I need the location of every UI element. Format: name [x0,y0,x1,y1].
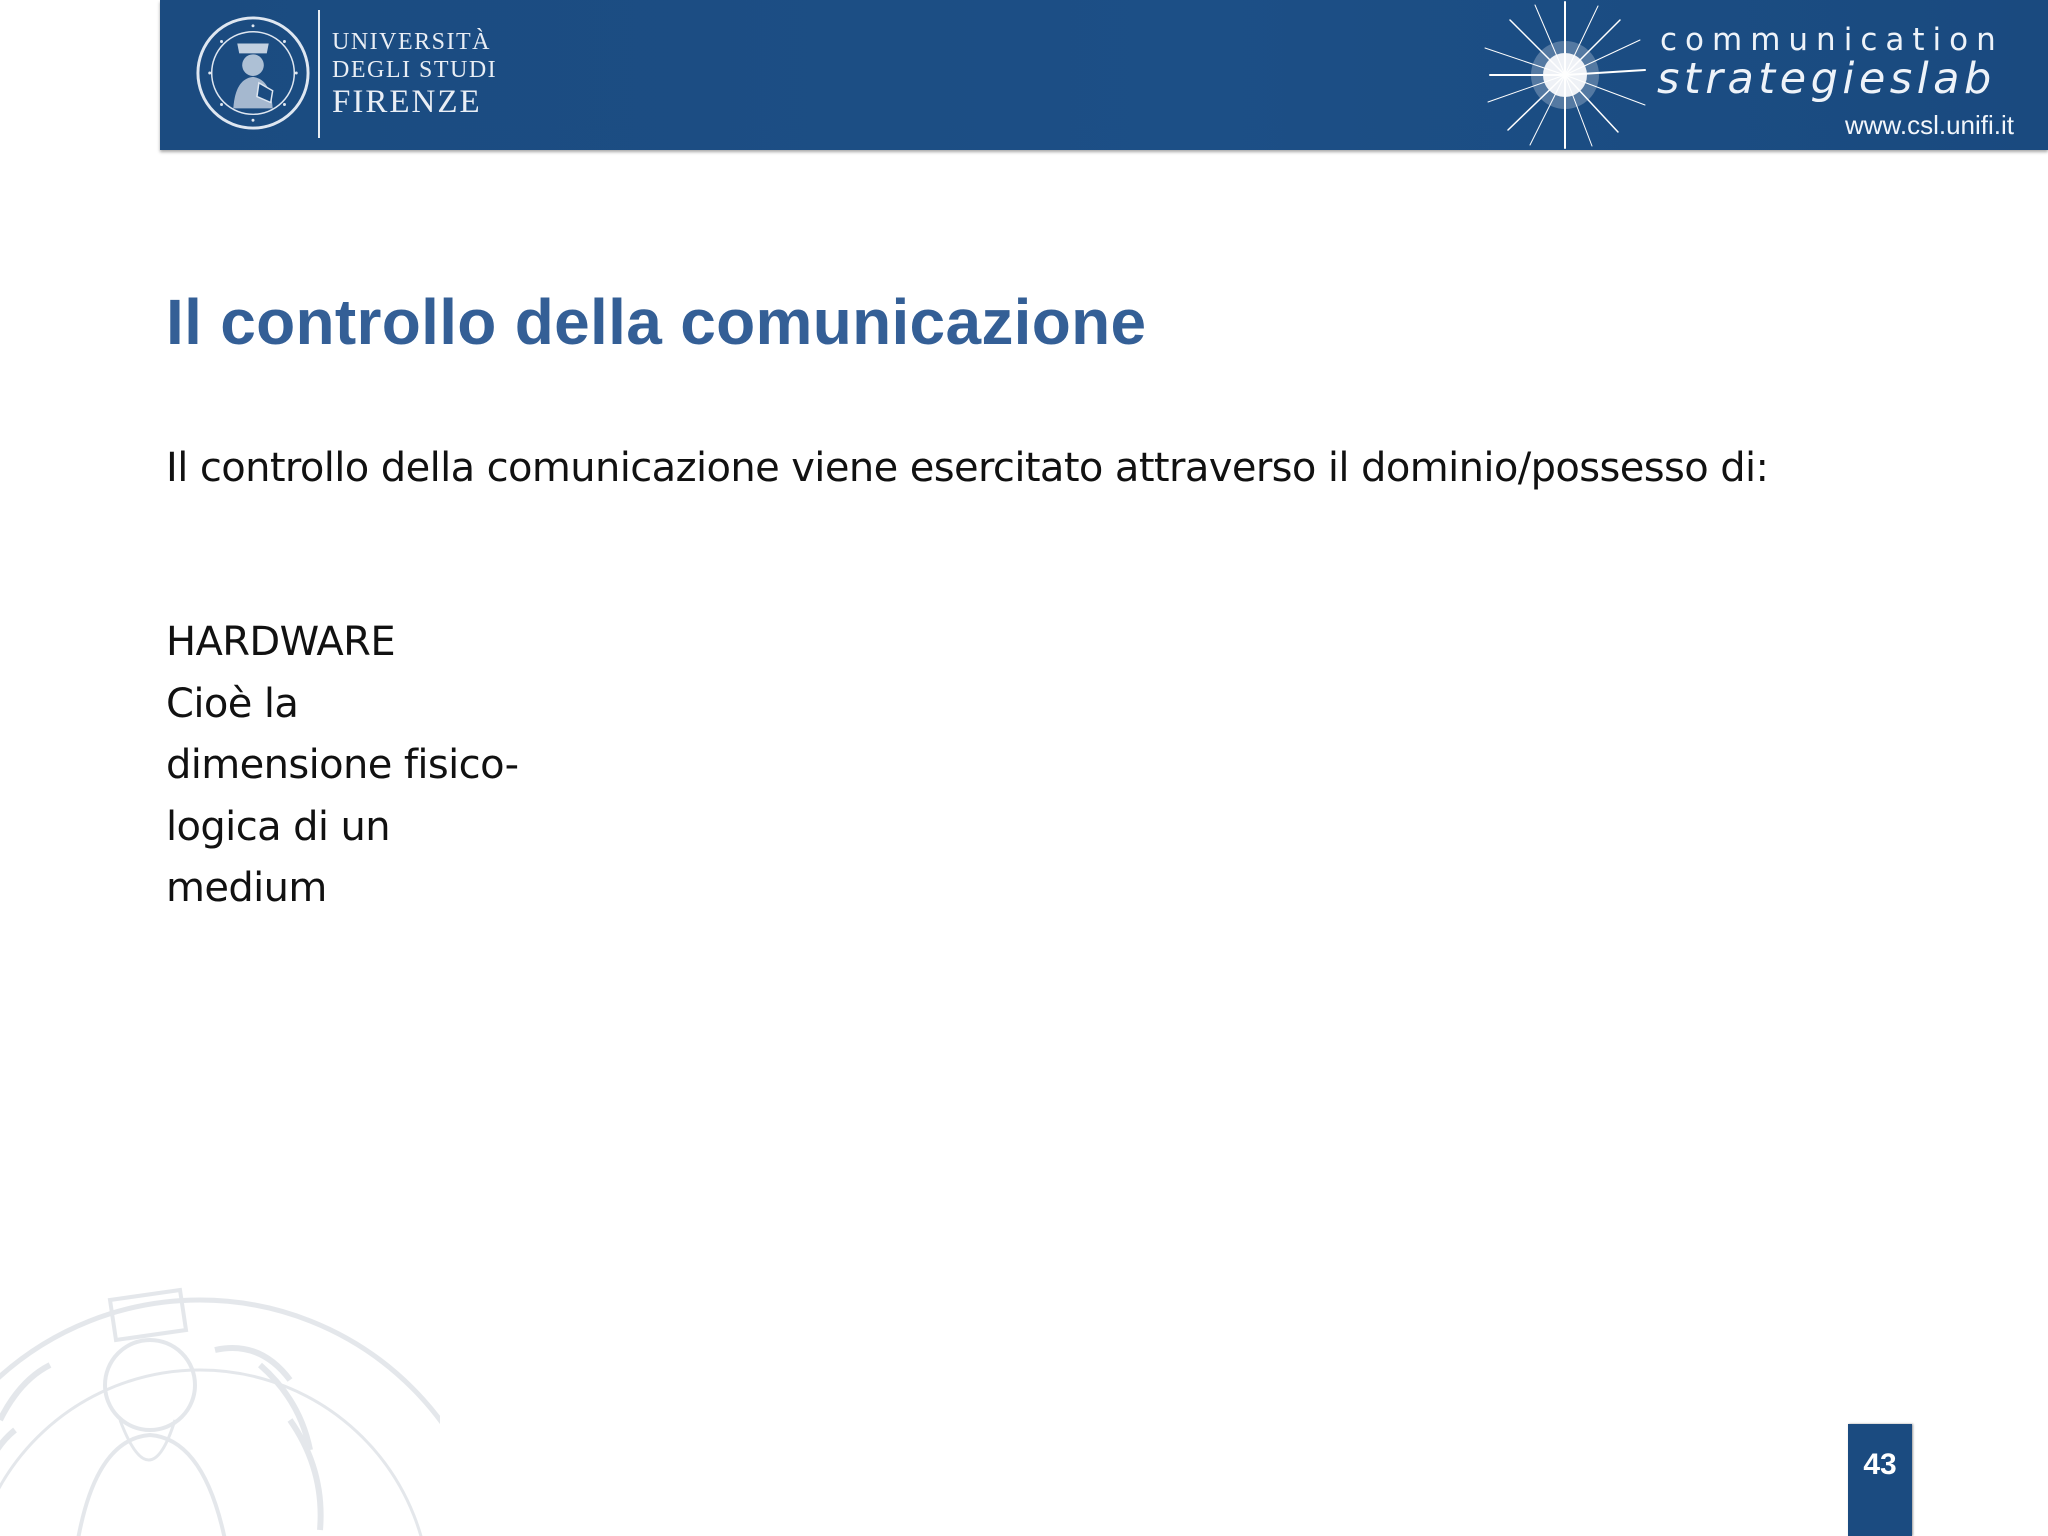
block-line-3: dimensione fisico- [166,742,519,788]
lab-name-line-2: strategieslab [1657,54,1996,104]
block-line-5: medium [166,865,327,911]
university-name [332,30,497,119]
page-number: 43 [1848,1424,1912,1536]
university-seal-icon [194,14,312,132]
header-divider [318,10,320,138]
slide-title: Il controllo della comunicazione [166,286,1147,358]
lab-url[interactable]: www.csl.unifi.it [1844,110,2014,140]
university-line-1: UNIVERSITÀ [332,29,491,55]
block-line-4: logica di un [166,803,391,850]
block-line-1: HARDWARE [166,619,396,665]
university-line-3: FIRENZE [332,84,482,120]
slide-intro-text: Il controllo della comunicazione viene esercitato attraverso il dominio/possesso di: [166,445,1769,491]
seal-watermark-icon [0,1270,440,1536]
header-banner [160,0,2048,150]
spark-burst-icon [1480,0,1650,150]
lab-name-line-1: communication [1660,22,2004,58]
university-line-2: DEGLI STUDI [332,57,498,83]
hardware-block [166,612,586,920]
block-line-2: Cioè la [166,680,299,727]
